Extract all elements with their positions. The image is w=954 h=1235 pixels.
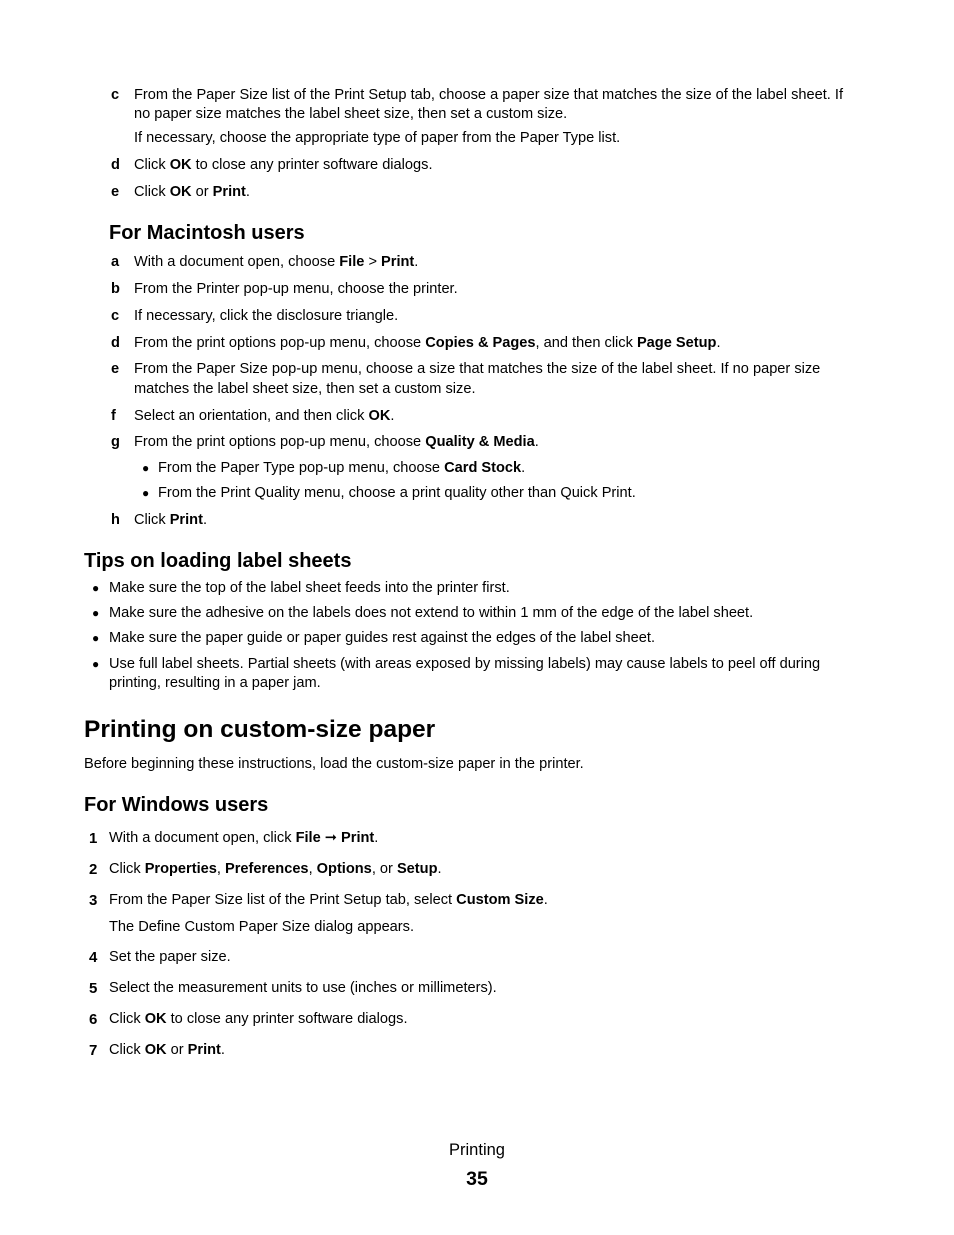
bold-term: Custom Size: [456, 892, 544, 908]
bullet-dot: ●: [92, 606, 100, 620]
text-run: From the Print Quality menu, choose a print quality other than Quick Print.: [158, 485, 636, 501]
bold-term: Copies & Pages: [425, 335, 536, 351]
bold-term: OK: [144, 1011, 167, 1027]
text-run: With a document open, click: [109, 830, 296, 846]
step-number: 2: [89, 861, 98, 878]
text-run: .: [202, 512, 207, 528]
step-text: [134, 511, 207, 530]
tips-heading: Tips on loading label sheets: [84, 550, 352, 572]
bold-term: OK: [169, 184, 192, 200]
step-letter: h: [111, 512, 120, 528]
bullet-dot: ●: [92, 657, 100, 671]
text-run: From the print options pop-up menu, choose: [134, 335, 426, 351]
tip-text: [109, 629, 655, 648]
text-run: to close any printer software dialogs.: [166, 1011, 408, 1027]
bold-term: OK: [169, 157, 192, 173]
text-run: matches the label sheet size, then set a custom size.: [134, 381, 476, 397]
text-run: .: [534, 434, 539, 450]
bold-term: Print: [187, 1042, 221, 1058]
text-run: .: [245, 184, 250, 200]
step-letter: d: [111, 157, 120, 173]
text-run: Click: [134, 184, 170, 200]
step-text: [134, 407, 394, 426]
step-text: [134, 86, 843, 105]
text-run: .: [414, 254, 419, 270]
text-run: From the print options pop-up menu, choose: [134, 434, 426, 450]
text-run: Click: [134, 157, 170, 173]
bullet-dot: ●: [92, 631, 100, 645]
bold-term: Page Setup: [636, 335, 717, 351]
text-run: Make sure the top of the label sheet feeds into the printer first.: [109, 580, 510, 596]
step-text: [134, 253, 418, 272]
step-number: 5: [89, 980, 98, 997]
bold-term: Options: [316, 861, 372, 877]
text-run: .: [543, 892, 548, 908]
text-run: printing, resulting in a paper jam.: [109, 675, 321, 691]
bold-term: Card Stock: [444, 460, 522, 476]
text-run: .: [521, 460, 526, 476]
text-run: no paper size matches the label sheet size, then set a custom size.: [134, 106, 568, 122]
tip-text: [109, 604, 753, 623]
bold-term: Quality & Media: [425, 434, 535, 450]
text-run: .: [437, 861, 442, 877]
step-text: [134, 334, 721, 353]
text-run: If necessary, click the disclosure triangle.: [134, 308, 399, 324]
text-run: Select the measurement units to use (inches or millimeters).: [109, 980, 497, 996]
step-number: 4: [89, 949, 98, 966]
text-run: , or: [371, 861, 397, 877]
section-title: Printing on custom-size paper: [84, 716, 436, 743]
text-run: >: [364, 254, 382, 270]
text-run: Use full label sheets. Partial sheets (with areas exposed by missing labels) may cause labels to peel off during: [109, 656, 821, 672]
bold-term: OK: [144, 1042, 167, 1058]
text-run: From the Paper Size list of the Print Setup tab, choose a paper size that matches the size of the label sheet. If: [134, 87, 843, 103]
text-run: Make sure the adhesive on the labels does not extend to within 1 mm of the edge of the label sheet.: [109, 605, 754, 621]
step-number: 7: [89, 1042, 98, 1059]
bold-term: Print: [212, 184, 246, 200]
bullet-dot: ●: [142, 461, 150, 475]
step-text-continued: [134, 380, 476, 399]
step-text: [109, 948, 231, 967]
text-run: Click: [109, 1042, 145, 1058]
tip-text-continued: [109, 674, 321, 693]
step-text: [134, 433, 539, 452]
sub-bullet-text: [158, 459, 525, 478]
text-run: Click: [109, 861, 145, 877]
step-letter: d: [111, 335, 120, 351]
step-text: [109, 1041, 225, 1060]
step-letter: e: [111, 361, 120, 377]
step-letter: c: [111, 87, 120, 103]
step-letter: e: [111, 184, 120, 200]
bold-term: Preferences: [224, 861, 309, 877]
step-text: [134, 156, 433, 175]
text-run: Set the paper size.: [109, 949, 231, 965]
tip-text: [109, 579, 510, 598]
bullet-dot: ●: [92, 581, 100, 595]
text-run: From the Printer pop-up menu, choose the printer.: [134, 281, 458, 297]
sub-bullet-text: [158, 484, 636, 503]
step-note: If necessary, choose the appropriate type of paper from the Paper Type list.: [134, 130, 621, 146]
step-letter: b: [111, 281, 120, 297]
text-run: or: [166, 1042, 188, 1058]
text-run: Click: [134, 512, 170, 528]
step-letter: g: [111, 434, 120, 450]
step-number: 6: [89, 1011, 98, 1028]
step-text: [109, 860, 442, 879]
step-letter: f: [111, 408, 116, 424]
bullet-dot: ●: [142, 486, 150, 500]
step-number: 3: [89, 892, 98, 909]
step-text: [109, 891, 548, 910]
bold-term: File: [339, 254, 365, 270]
text-run: ,: [216, 861, 225, 877]
windows-heading: For Windows users: [84, 794, 269, 816]
text-run: or: [191, 184, 213, 200]
step-text-continued: [134, 105, 567, 124]
tip-text: [109, 655, 820, 674]
text-run: , and then click: [535, 335, 637, 351]
footer-section-label: Printing: [449, 1141, 505, 1159]
bold-term: Print: [341, 830, 375, 846]
step-text: [134, 360, 820, 379]
section-intro: Before beginning these instructions, load the custom-size paper in the printer.: [84, 756, 584, 772]
step-letter: a: [111, 254, 120, 270]
text-run: Select an orientation, and then click: [134, 408, 369, 424]
step-letter: c: [111, 308, 120, 324]
text-run: From the Paper Size pop-up menu, choose a size that matches the size of the label sheet. If no paper size: [134, 361, 821, 377]
text-run: to close any printer software dialogs.: [191, 157, 433, 173]
step-number: 1: [89, 830, 98, 847]
text-run: .: [374, 830, 379, 846]
text-run: .: [716, 335, 721, 351]
bold-term: Print: [381, 254, 415, 270]
text-run: Make sure the paper guide or paper guides rest against the edges of the label sheet.: [109, 630, 656, 646]
page-number: 35: [466, 1168, 488, 1190]
text-run: With a document open, choose: [134, 254, 340, 270]
bold-term: Print: [169, 512, 203, 528]
step-text: [134, 183, 250, 202]
bold-term: ➞: [320, 830, 342, 846]
step-note: The Define Custom Paper Size dialog appears.: [109, 919, 415, 935]
step-text: [109, 1010, 408, 1029]
step-text: [109, 829, 378, 848]
bold-term: OK: [368, 408, 391, 424]
text-run: .: [390, 408, 395, 424]
text-run: From the Paper Size list of the Print Setup tab, select: [109, 892, 457, 908]
bold-term: File: [295, 830, 321, 846]
bold-term: Properties: [144, 861, 217, 877]
text-run: From the Paper Type pop-up menu, choose: [158, 460, 445, 476]
text-run: .: [220, 1042, 225, 1058]
text-run: Click: [109, 1011, 145, 1027]
text-run: ,: [308, 861, 317, 877]
step-text: [134, 307, 398, 326]
bold-term: Setup: [396, 861, 438, 877]
mac-heading: For Macintosh users: [109, 222, 305, 244]
step-text: [134, 280, 458, 299]
step-text: [109, 979, 497, 998]
